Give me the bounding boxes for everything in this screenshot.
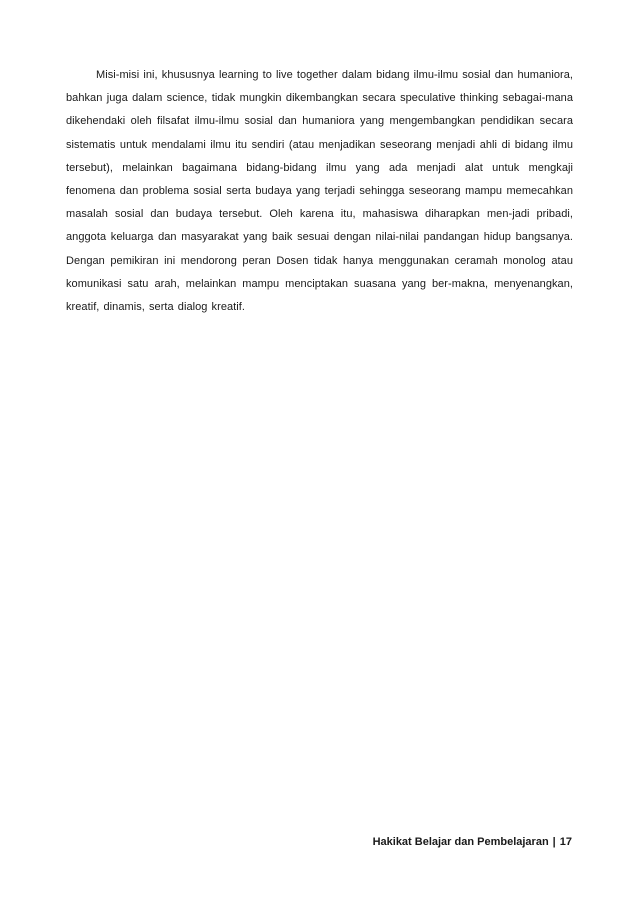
- footer-title: Hakikat Belajar dan Pembelajaran: [372, 836, 549, 848]
- page-number: 17: [559, 836, 572, 848]
- page-footer: [373, 836, 572, 848]
- body-paragraph: Misi-misi ini, khususnya learning to live together dalam bidang ilmu-ilmu sosial dan humaniora, bahkan juga dalam science, tidak mungkin dikembangkan secara speculative thinking sebagai-mana dikehendaki oleh filsafat ilmu-ilmu sosial dan humaniora yang mengembangkan pendidikan secara sistematis untuk mendalami ilmu itu sendiri (atau menjadikan seseorang menjadi ahli di bidang ilmu tersebut), melainkan bagaimana bidang-bidang ilmu yang ada menjadi alat untuk mengkaji fenomena dan problema sosial serta budaya yang terjadi sehingga seseorang mampu memecahkan masalah sosial dan budaya tersebut. Oleh karena itu, mahasiswa diharapkan men-jadi pribadi, anggota keluarga dan masyarakat yang baik sesuai dengan nilai-nilai pandangan hidup bangsanya. Dengan pemikiran ini mendorong peran Dosen tidak hanya menggunakan ceramah monolog atau komunikasi satu arah, melainkan mampu menciptakan suasana yang ber-makna, menyenangkan, kreatif, dinamis, serta dialog kreatif.: [66, 69, 573, 314]
- footer-separator: |: [552, 836, 556, 848]
